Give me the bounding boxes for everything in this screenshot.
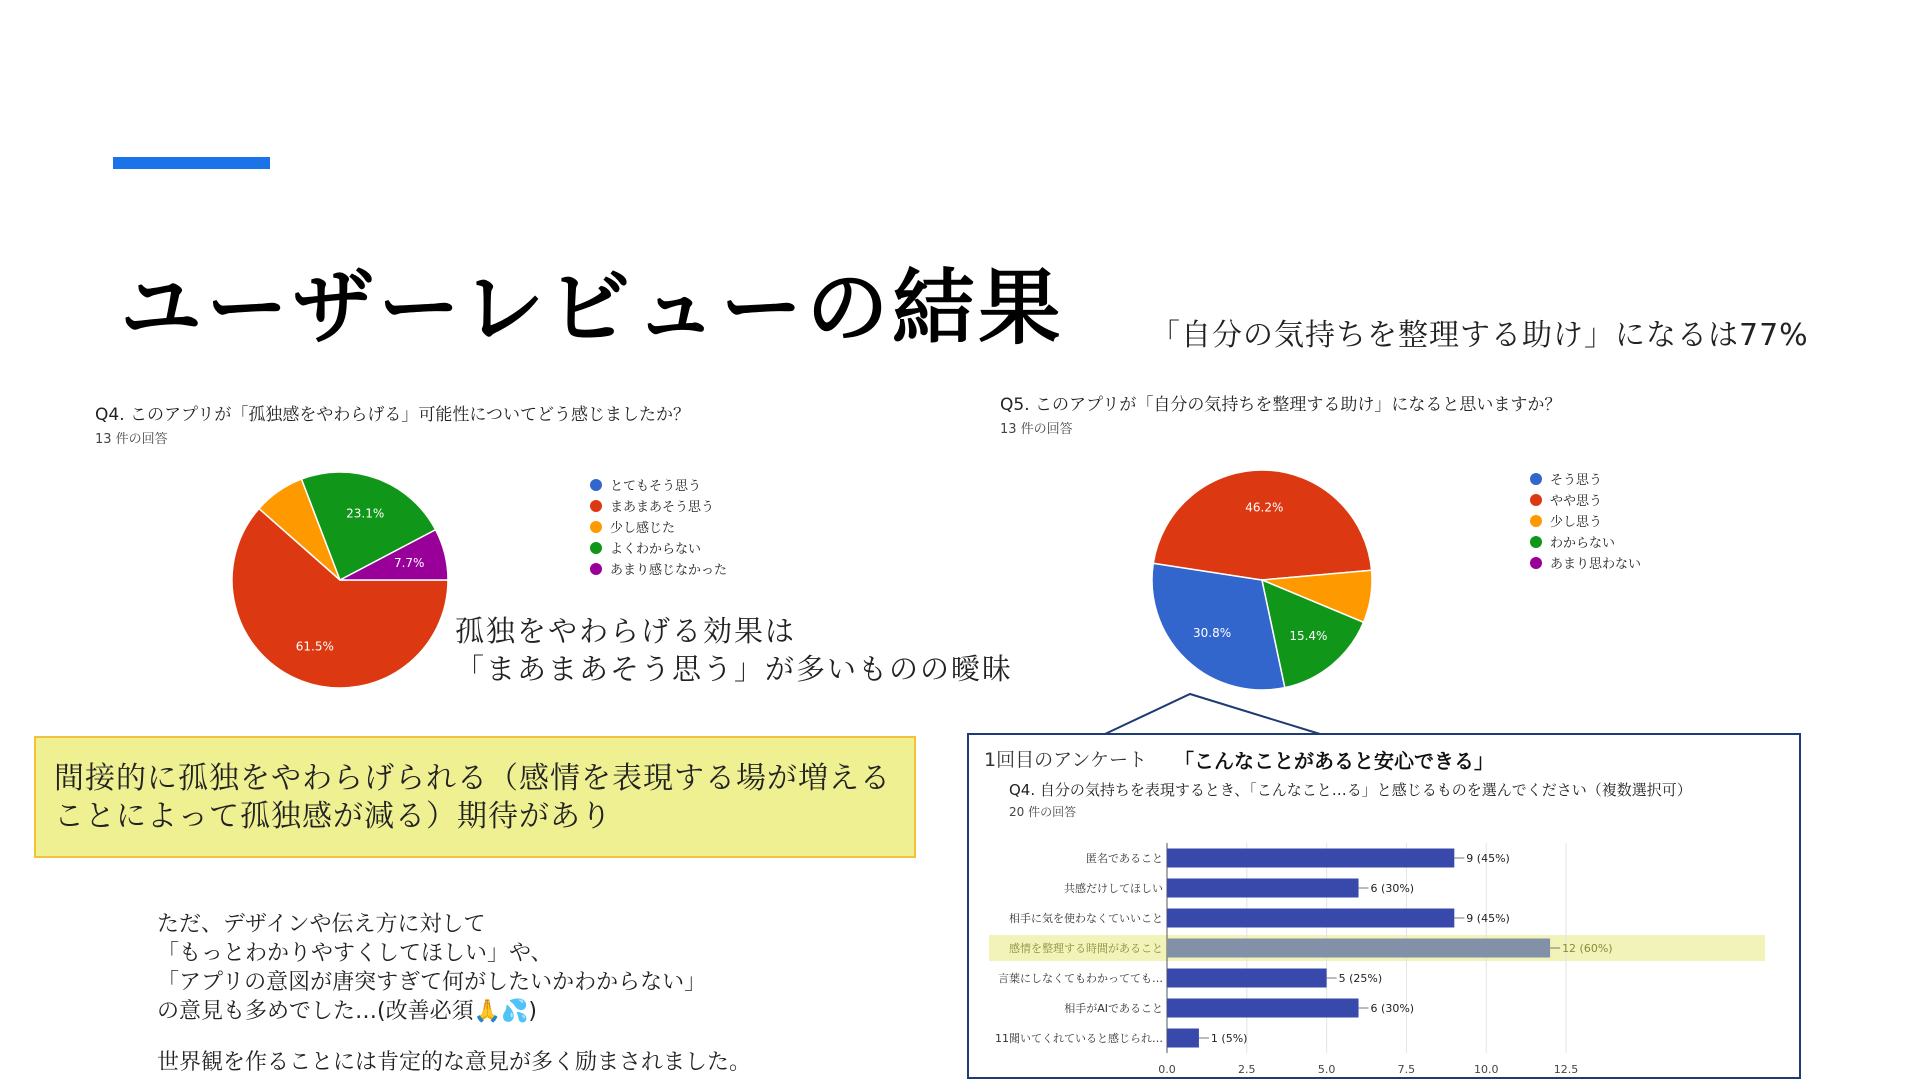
legend-label: まあまあそう思う: [610, 500, 715, 515]
legend-dot-icon: [1530, 515, 1542, 527]
legend-dot-icon: [1530, 536, 1542, 548]
legend-dot-icon: [1530, 473, 1542, 485]
legend-dot-icon: [590, 500, 602, 512]
q4-note-line2: 「まあまあそう思う」が多いものの曖昧: [455, 652, 1014, 686]
bar-data-label: 6 (30%): [1370, 1002, 1415, 1015]
survey-label: 1回目のアンケート: [984, 749, 1147, 771]
comments-block: [157, 910, 706, 1026]
q4-legend: [590, 474, 727, 579]
legend-label: あまり思わない: [1550, 557, 1642, 572]
survey-box: [967, 733, 1801, 1079]
survey-responses: 20 件の回答: [1009, 805, 1077, 819]
worldview-note: 世界観を作ることには肯定的な意見が多く励まされました。: [157, 1050, 752, 1075]
bar-data-label: 12 (60%): [1562, 942, 1613, 955]
pie-data-label: 46.2%: [1245, 500, 1284, 515]
legend-item: [1530, 531, 1641, 552]
bar-data-label: 5 (25%): [1338, 972, 1383, 985]
category-label: 11聞いてくれていると感じられ…: [995, 1032, 1163, 1045]
pie-data-label: 30.8%: [1193, 625, 1232, 640]
survey-bar-chart: [969, 735, 1799, 1077]
bar: [1167, 999, 1359, 1018]
q4-pie-chart: [230, 470, 450, 690]
legend-item: [590, 495, 727, 516]
category-label: 共感だけしてほしい: [1064, 882, 1163, 895]
x-tick-label: 7.5: [1397, 1063, 1416, 1076]
category-label: 匿名であること: [1086, 852, 1163, 865]
legend-item: [590, 537, 727, 558]
legend-item: [590, 516, 727, 537]
q5-responses: 13 件の回答: [1000, 422, 1073, 437]
bar-data-label: 9 (45%): [1466, 912, 1510, 925]
x-tick-label: 0.0: [1158, 1063, 1176, 1076]
legend-dot-icon: [590, 563, 602, 575]
legend-item: [1530, 468, 1641, 489]
bar: [1167, 849, 1454, 868]
legend-item: [590, 474, 727, 495]
legend-dot-icon: [1530, 557, 1542, 569]
category-label: 相手がAIであること: [1064, 1002, 1163, 1015]
q4-note: [455, 612, 1013, 688]
legend-label: 少し思う: [1550, 515, 1603, 530]
bar-data-label: 9 (45%): [1466, 852, 1510, 865]
bar-data-label: 1 (5%): [1210, 1032, 1248, 1045]
bar: [1167, 1029, 1199, 1048]
q4-note-line1: 孤独をやわらげる効果は: [455, 614, 797, 648]
page-title: ユーザーレビューの結果: [120, 261, 1065, 356]
bar: [1167, 879, 1359, 898]
q5-legend: [1530, 468, 1641, 573]
legend-item: [1530, 510, 1641, 531]
q5-title: Q5. このアプリが「自分の気持ちを整理する助け」になると思いますか？: [1000, 395, 1562, 415]
x-tick-label: 10.0: [1473, 1063, 1499, 1076]
legend-label: そう思う: [1550, 473, 1603, 488]
comment-line: 「アプリの意図が唐突すぎて何がしたいかわからない」: [157, 970, 707, 995]
survey-headline: 「こんなことがあると安心できる」: [1174, 749, 1494, 773]
legend-label: 少し感じた: [610, 521, 676, 536]
category-label: 相手に気を使わなくていいこと: [1009, 912, 1163, 925]
pie-data-label: 23.1%: [346, 506, 385, 521]
bar: [1167, 969, 1327, 988]
legend-label: とてもそう思う: [610, 479, 702, 494]
accent-bar: [113, 157, 270, 169]
pie-slice: [1153, 470, 1371, 580]
q4-responses: 13 件の回答: [95, 432, 168, 447]
pie-data-label: 61.5%: [295, 639, 334, 654]
x-tick-label: 5.0: [1317, 1063, 1336, 1076]
legend-dot-icon: [590, 521, 602, 533]
headline: 「自分の気持ちを整理する助け」になるは77%: [1150, 318, 1809, 353]
q4-title: Q4. このアプリが「孤独感をやわらげる」可能性についてどう感じましたか？: [95, 405, 690, 425]
bar: [1167, 939, 1550, 958]
survey-question: Q4. 自分の気持ちを表現するとき、「こんなこと…る」と感じるものを選んでください（複数選択可）: [1009, 781, 1692, 799]
legend-dot-icon: [1530, 494, 1542, 506]
comment-line: 「もっとわかりやすくしてほしい」や、: [157, 941, 553, 966]
bar: [1167, 909, 1454, 928]
legend-label: あまり感じなかった: [610, 563, 728, 578]
pie-data-label: 7.7%: [393, 555, 425, 570]
legend-item: [1530, 489, 1641, 510]
category-label: 感情を整理する時間があること: [1009, 942, 1163, 955]
comment-line: の意見も多めでした…(改善必須🙏💦): [157, 999, 537, 1024]
legend-label: わからない: [1550, 536, 1616, 551]
category-label: 言葉にしなくてもわかってても…: [998, 972, 1163, 985]
legend-dot-icon: [590, 542, 602, 554]
x-tick-label: 2.5: [1238, 1063, 1256, 1076]
q5-pie-chart: [1150, 468, 1374, 692]
legend-item: [590, 558, 727, 579]
legend-label: やや思う: [1550, 494, 1603, 509]
legend-item: [1530, 552, 1641, 573]
highlight-box: 間接的に孤独をやわらげられる（感情を表現する場が増えることによって孤独感が減る）期待があり: [34, 736, 916, 858]
x-tick-label: 12.5: [1553, 1063, 1579, 1076]
pie-data-label: 15.4%: [1289, 628, 1328, 643]
legend-dot-icon: [590, 479, 602, 491]
bar-data-label: 6 (30%): [1370, 882, 1415, 895]
legend-label: よくわからない: [610, 542, 702, 557]
comment-line: ただ、デザインや伝え方に対して: [157, 912, 486, 937]
